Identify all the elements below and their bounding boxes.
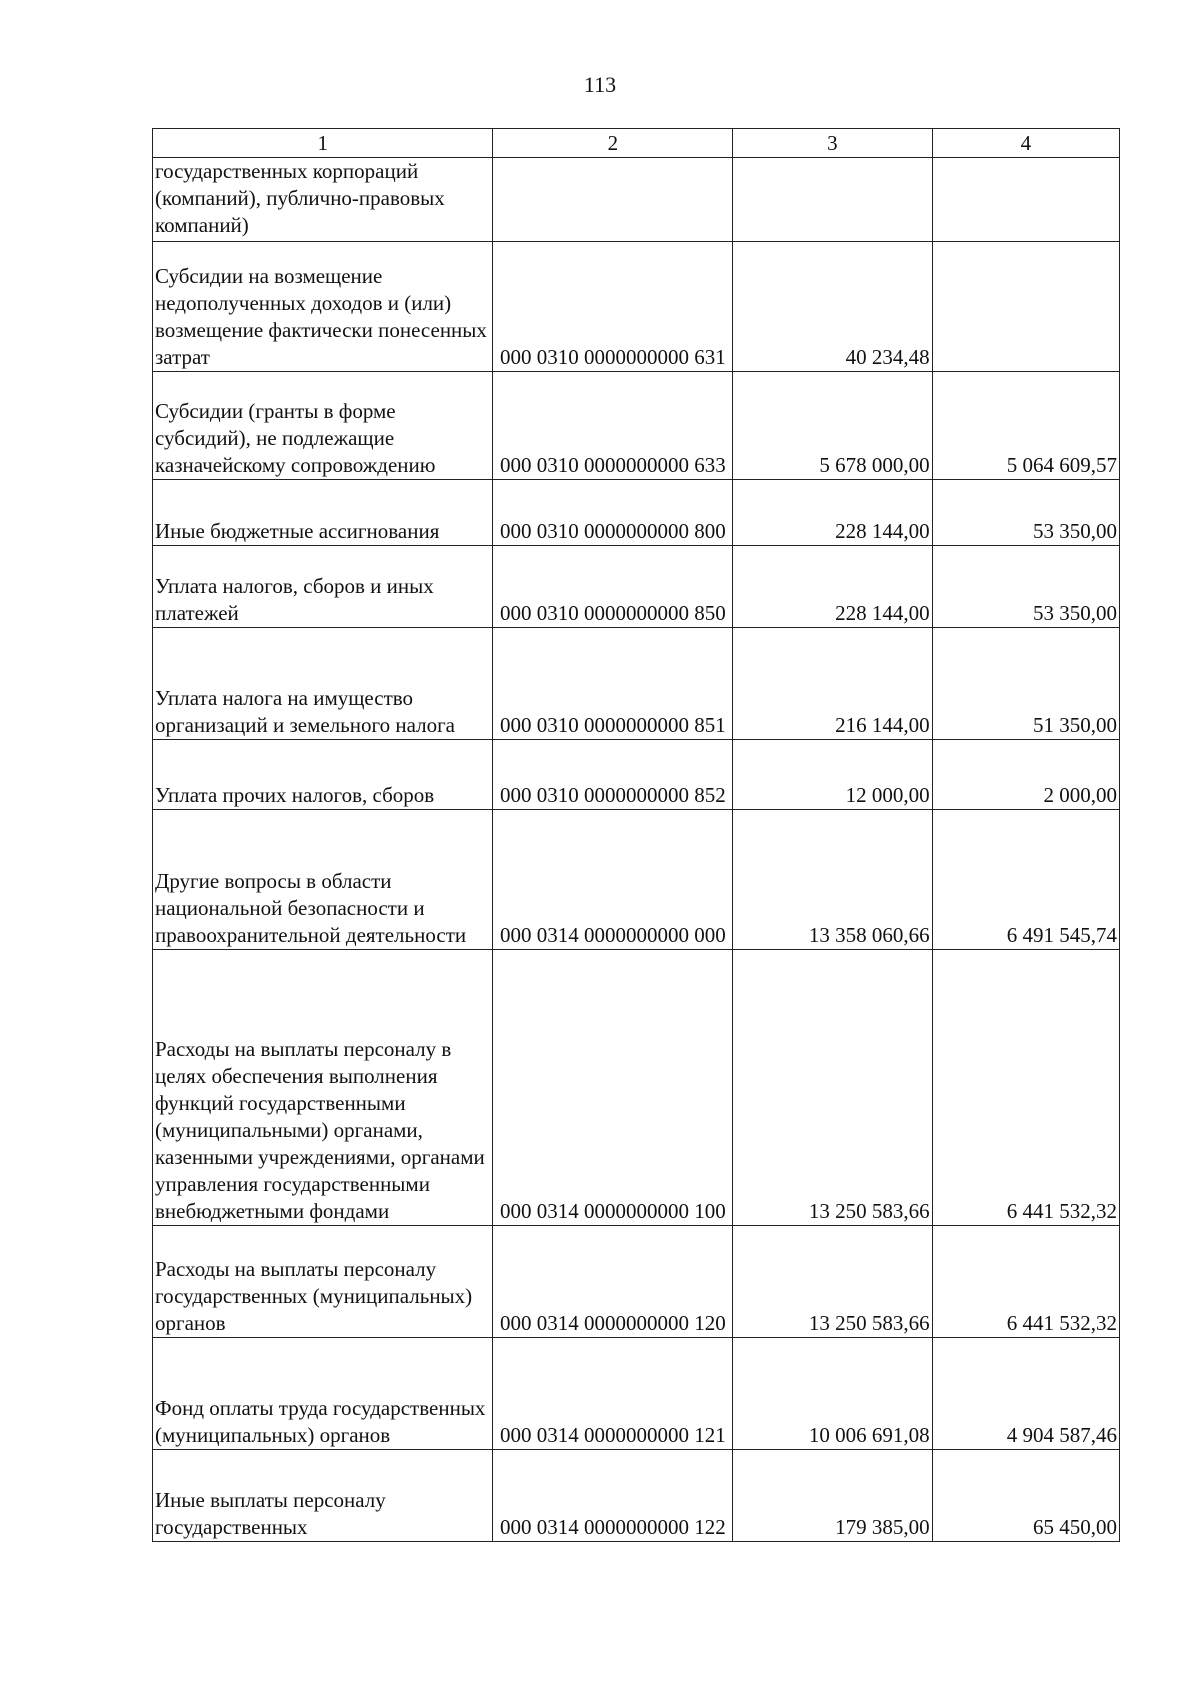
row-value-3: 10 006 691,08	[733, 1338, 932, 1450]
table-row	[153, 546, 1120, 628]
row-value-3: 13 250 583,66	[733, 1226, 932, 1338]
row-code: 000 0310 0000000000 850	[493, 546, 733, 628]
row-code: 000 0314 0000000000 100	[493, 950, 733, 1226]
row-value-3: 216 144,00	[733, 628, 932, 740]
row-name: Уплата налогов, сборов и иных платежей	[153, 546, 493, 628]
table-row	[153, 480, 1120, 546]
row-value-3: 12 000,00	[733, 740, 932, 810]
row-value-4	[932, 158, 1119, 242]
column-header-1: 1	[153, 129, 493, 158]
row-name: Иные выплаты персоналу государственных	[153, 1450, 493, 1542]
row-code: 000 0310 0000000000 852	[493, 740, 733, 810]
column-header-4: 4	[932, 129, 1119, 158]
budget-table	[152, 128, 1120, 1542]
table-row	[153, 158, 1120, 242]
row-value-4: 2 000,00	[932, 740, 1119, 810]
row-value-3	[733, 158, 932, 242]
row-name: Уплата прочих налогов, сборов	[153, 740, 493, 810]
row-value-4: 5 064 609,57	[932, 372, 1119, 480]
row-code: 000 0310 0000000000 631	[493, 242, 733, 372]
row-name: Субсидии (гранты в форме субсидий), не подлежащие казначейскому сопровождению	[153, 372, 493, 480]
column-header-2: 2	[493, 129, 733, 158]
table-row	[153, 810, 1120, 950]
row-value-4: 51 350,00	[932, 628, 1119, 740]
row-code: 000 0310 0000000000 800	[493, 480, 733, 546]
row-value-4: 53 350,00	[932, 480, 1119, 546]
row-value-4	[932, 242, 1119, 372]
row-name: государственных корпораций (компаний), публично-правовых компаний)	[153, 158, 493, 242]
row-code: 000 0310 0000000000 633	[493, 372, 733, 480]
row-name: Иные бюджетные ассигнования	[153, 480, 493, 546]
row-value-4: 65 450,00	[932, 1450, 1119, 1542]
row-value-3: 13 358 060,66	[733, 810, 932, 950]
table-row	[153, 628, 1120, 740]
table-row	[153, 242, 1120, 372]
column-header-3: 3	[733, 129, 932, 158]
row-name: Другие вопросы в области национальной безопасности и правоохранительной деятельности	[153, 810, 493, 950]
table-row	[153, 372, 1120, 480]
row-value-3: 13 250 583,66	[733, 950, 932, 1226]
table-row	[153, 740, 1120, 810]
row-value-4: 6 441 532,32	[932, 950, 1119, 1226]
row-code: 000 0314 0000000000 121	[493, 1338, 733, 1450]
page-number: 113	[583, 72, 617, 97]
row-name: Уплата налога на имущество организаций и земельного налога	[153, 628, 493, 740]
row-value-3: 228 144,00	[733, 480, 932, 546]
row-value-4: 4 904 587,46	[932, 1338, 1119, 1450]
row-code: 000 0310 0000000000 851	[493, 628, 733, 740]
row-value-4: 6 441 532,32	[932, 1226, 1119, 1338]
row-name: Расходы на выплаты персоналу государственных (муниципальных) органов	[153, 1226, 493, 1338]
table-row	[153, 1226, 1120, 1338]
row-value-4: 6 491 545,74	[932, 810, 1119, 950]
table-header-row	[153, 129, 1120, 158]
row-code: 000 0314 0000000000 000	[493, 810, 733, 950]
row-code: 000 0314 0000000000 120	[493, 1226, 733, 1338]
row-value-3: 228 144,00	[733, 546, 932, 628]
row-code	[493, 158, 733, 242]
row-value-3: 5 678 000,00	[733, 372, 932, 480]
row-name: Субсидии на возмещение недополученных доходов и (или) возмещение фактически понесенных затрат	[153, 242, 493, 372]
table-row	[153, 950, 1120, 1226]
row-code: 000 0314 0000000000 122	[493, 1450, 733, 1542]
table-row	[153, 1450, 1120, 1542]
table-row	[153, 1338, 1120, 1450]
row-value-3: 40 234,48	[733, 242, 932, 372]
row-name: Расходы на выплаты персоналу в целях обеспечения выполнения функций государственными (муниципальными) органами, казенными учреждениями, органами управления государственными внебюджетными фондами	[153, 950, 493, 1226]
row-value-4: 53 350,00	[932, 546, 1119, 628]
row-name: Фонд оплаты труда государственных (муниципальных) органов	[153, 1338, 493, 1450]
row-value-3: 179 385,00	[733, 1450, 932, 1542]
